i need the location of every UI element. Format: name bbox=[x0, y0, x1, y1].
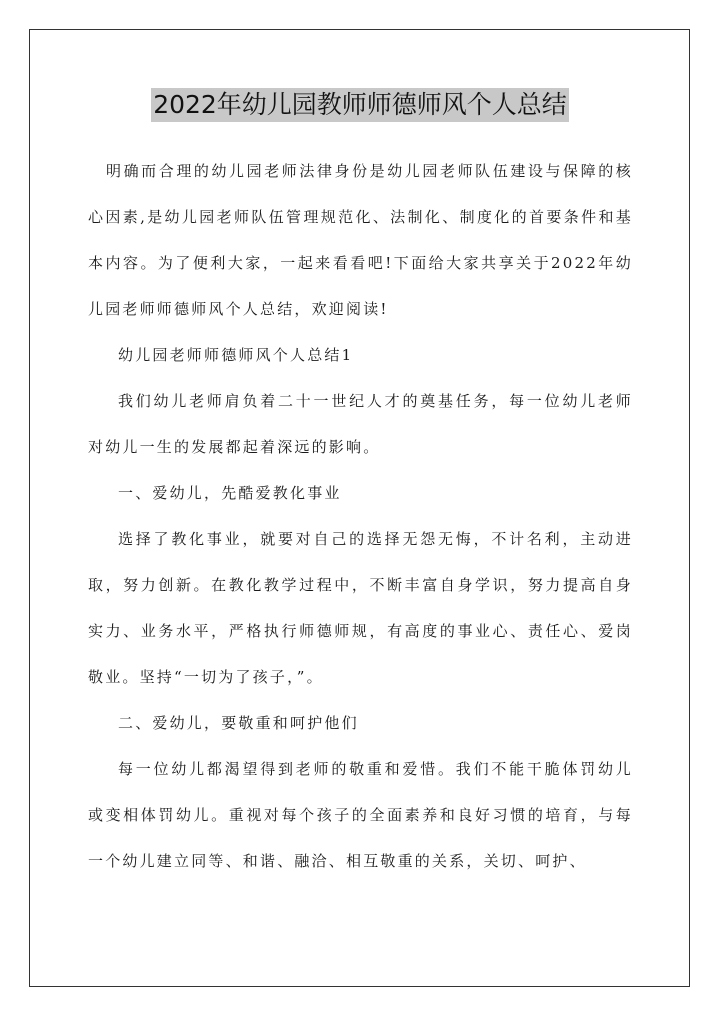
section-heading-love-career: 一、爱幼儿，先酷爱教化事业 bbox=[118, 484, 342, 502]
body-paragraph: 每一位幼儿都渴望得到老师的敬重和爱惜。我们不能干脆体罚幼儿或变相体罚幼儿。重视对每个孩子的全面素养和良好习惯的培育，与每一个幼儿建立同等、和谐、融洽、相互敬重的关系，关切、呵护、 bbox=[88, 760, 633, 870]
document-title: 2022年幼儿园教师师德师风个人总结 bbox=[151, 88, 569, 122]
section-heading-respect: 二、爱幼儿，要敬重和呵护他们 bbox=[118, 714, 359, 732]
title-container bbox=[0, 88, 720, 122]
section-heading-summary-1: 幼儿园老师师德师风个人总结1 bbox=[118, 346, 354, 364]
body-paragraph: 我们幼儿老师肩负着二十一世纪人才的奠基任务，每一位幼儿老师对幼儿一生的发展都起着深远的影响。 bbox=[88, 392, 633, 456]
body-paragraph: 选择了教化事业，就要对自己的选择无怨无悔，不计名利，主动进取，努力创新。在教化教学过程中，不断丰富自身学识，努力提高自身实力、业务水平，严格执行师德师规，有高度的事业心、责任心、爱岗敬业。坚持“一切为了孩子，”。 bbox=[88, 530, 633, 686]
document-body bbox=[88, 148, 633, 884]
intro-paragraph: 明确而合理的幼儿园老师法律身份是幼儿园老师队伍建设与保障的核心因素,是幼儿园老师队伍管理规范化、法制化、制度化的首要条件和基本内容。为了便利大家，一起来看看吧!下面给大家共享关于2022年幼儿园老师师德师风个人总结，欢迎阅读! bbox=[88, 162, 633, 318]
